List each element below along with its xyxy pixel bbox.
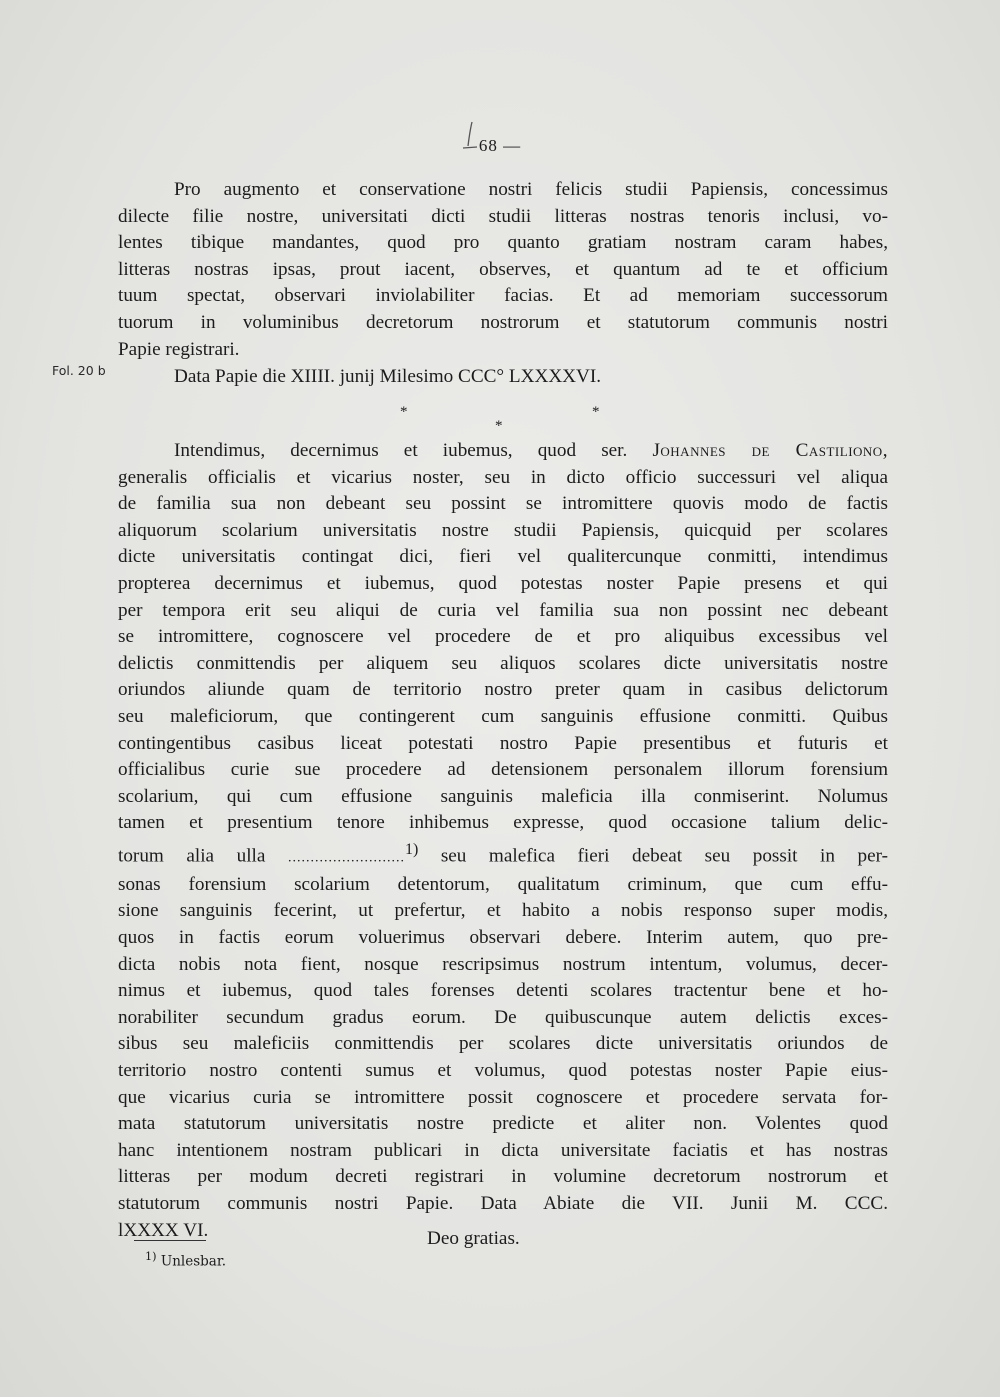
page-number: 68 — — [478, 136, 522, 155]
text-line: norabiliter secundum gradus eorum. De quibuscunque autem delictis exces- — [118, 1006, 888, 1028]
text-line: litteras per modum decreti registrari in volumine decretorum nostrorum et — [118, 1166, 888, 1188]
text-line: seu maleficiorum, que contingerent cum sanguinis effusione conmitti. Quibus — [118, 705, 888, 727]
text-line: officialibus curie sue procedere ad detensionem personalem illorum forensium — [118, 759, 888, 781]
text-line: que vicarius curia se intromittere possit cognoscere et procedere servata for- — [118, 1086, 888, 1108]
text-line: se intromittere, cognoscere vel procedere de et pro aliquibus excessibus vel — [118, 626, 888, 648]
text-line: statutorum communis nostri Papie. Data Abiate die VII. Junii M. CCC. — [118, 1193, 888, 1215]
footnote-mark: 1) — [145, 1250, 157, 1263]
asterisk: * — [495, 418, 503, 434]
text-line: dicta nobis nota fient, nosque rescripsimus nostrum intentum, volumus, decer- — [118, 953, 888, 975]
person-name: Johannes de Castiliono, — [652, 440, 888, 461]
text-line: lXXXX VI. — [118, 1219, 209, 1241]
text-line: tuorum in voluminibus decretorum nostrorum et statutorum communis nostri — [118, 311, 888, 333]
folio-margin-note: Fol. 20 b — [52, 363, 106, 378]
text-line: tamen et presentium tenore inhibemus expresse, quod occasione talium delic- — [118, 812, 888, 834]
text-lines — [118, 465, 888, 837]
footnote — [145, 1250, 226, 1270]
text-line: litteras nostras ipsas, prout iacent, observes, et quantum ad te et officium — [118, 258, 888, 280]
closing-line: Deo gratias. — [427, 1228, 520, 1249]
text-line: scolarium, qui cum effusione sanguinis maleficia illa conmiserint. Nolumus — [118, 785, 888, 807]
text-line: dilecte filie nostre, universitati dicti studii litteras nostras tenoris inclusi, vo- — [118, 205, 888, 227]
text-line — [118, 438, 888, 465]
text-line: contingentibus casibus liceat potestati nostro Papie presentibus et futuris et — [118, 732, 888, 754]
text-line: mata statutorum universitatis nostre predicte et aliter non. Volentes quod — [118, 1113, 888, 1135]
text-line: sibus seu maleficiis conmittendis per scolares dicte universitatis oriundos de — [118, 1033, 888, 1055]
asterisk: * — [592, 404, 600, 420]
text-line: oriundos aliunde quam de territorio nostro preter quam in casibus delictorum — [118, 679, 888, 701]
text-line: quos in factis eorum voluerimus observari debere. Interim autem, quo pre- — [118, 927, 888, 949]
illegible-gap: .......................... — [287, 850, 405, 866]
text-segment: torum alia ulla — [118, 845, 266, 867]
text-line-with-gap — [118, 837, 888, 872]
text-lines — [118, 872, 888, 1244]
paragraph-1 — [118, 177, 888, 363]
text-line: nimus et iubemus, quod tales forenses detenti scolares tractentur bene et ho- — [118, 980, 888, 1002]
text-line: sione sanguinis fecerint, ut prefertur, et habito a nobis responso super modis, — [118, 900, 888, 922]
footnote-rule — [134, 1240, 206, 1241]
text-line: sonas forensium scolarium detentorum, qualitatum criminum, que cum effu- — [118, 873, 888, 895]
text-line: delictis conmittendis per aliquem seu aliquos scolares dicte universitatis nostre — [118, 652, 888, 674]
paragraph-2 — [118, 438, 888, 1244]
text-line: Pro augmento et conservatione nostri felicis studii Papiensis, concessimus — [174, 179, 888, 200]
date-line: Data Papie die XIIII. junij Milesimo CCC° LXXXXVI. — [174, 366, 602, 387]
text-line: tuum spectat, observari inviolabiliter facias. Et ad memoriam successorum — [118, 285, 888, 307]
text-segment: Intendimus, decernimus et iubemus, quod ser. — [174, 440, 628, 461]
footnote-reference: 1) — [404, 840, 419, 858]
text-line: de familia sua non debeant seu possint se intromittere quovis modo de factis — [118, 493, 888, 515]
text-line: dicte universitatis contingat dici, fieri vel qualitercunque conmitti, intendimus — [118, 546, 888, 568]
footnote-text: Unlesbar. — [160, 1253, 227, 1270]
asterisk: * — [400, 404, 408, 420]
text-line: per tempora erit seu aliqui de curia vel familia sua non possint nec debeant — [118, 599, 888, 621]
text-line: territorio nostro contenti sumus et volumus, quod potestas noster Papie eius- — [118, 1060, 888, 1082]
text-line: hanc intentionem nostram publicari in dicta universitate faciatis et has nostras — [118, 1139, 888, 1161]
text-line: generalis officialis et vicarius noster, seu in dicto officio successuri vel aliqua — [118, 466, 888, 488]
text-line: propterea decernimus et iubemus, quod potestas noster Papie presens et qui — [118, 572, 888, 594]
text-line: Papie registrari. — [118, 338, 240, 360]
text-line: lentes tibique mandantes, quod pro quanto gratiam nostram caram habes, — [118, 232, 888, 254]
text-line: aliquorum scolarium universitatis nostre studii Papiensis, quicquid per scolares — [118, 519, 888, 541]
text-segment: seu malefica fieri debeat seu possit in per- — [440, 845, 889, 867]
